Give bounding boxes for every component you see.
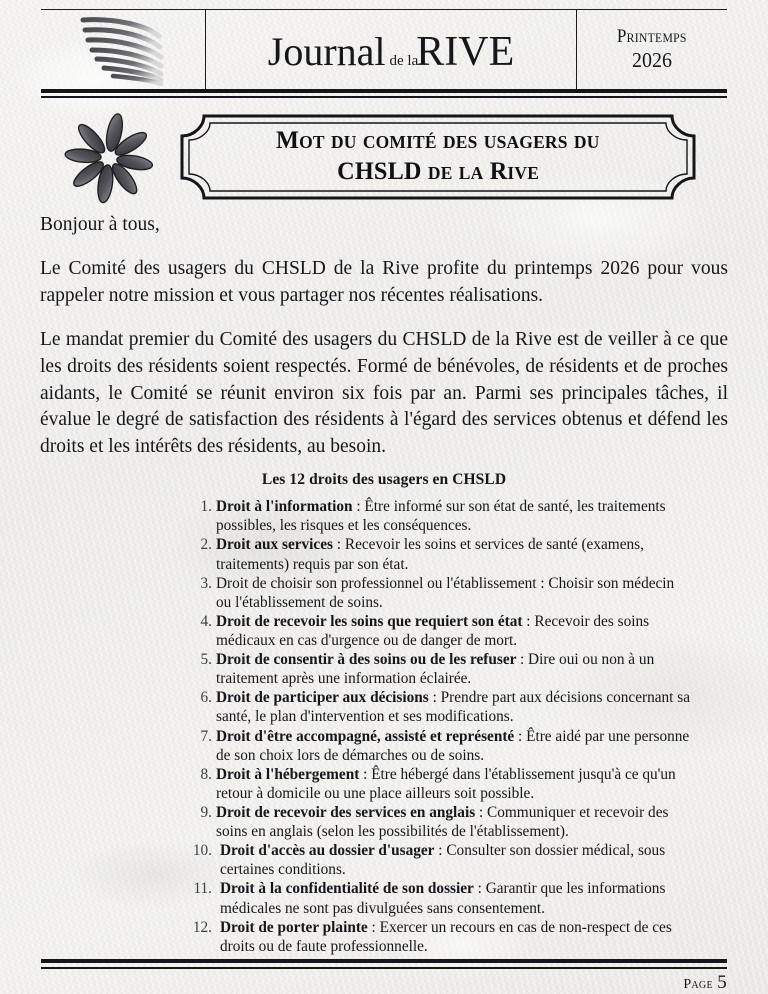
- journal-word: Journal: [267, 29, 386, 74]
- greeting-paragraph: Bonjour à tous,: [40, 214, 160, 235]
- rights-list-heading: Les 12 droits des usagers en CHSLD: [261, 471, 507, 489]
- masthead-rule-thick: [41, 89, 727, 93]
- rights-item-number: 11.: [193, 880, 212, 898]
- rights-item-number: 2.: [200, 536, 212, 554]
- rights-item-description: : Recevoir des soins médicaux en cas d'urgence ou de danger de mort.: [216, 612, 650, 650]
- rights-item-description: : Être hébergé dans l'établissement jusqu'à ce qu'un retour à domicile ou une place ailleurs soit possible.: [216, 765, 676, 802]
- issue-season: Printemps: [617, 26, 687, 48]
- rights-item-title: Droit de consentir à des soins ou de les refuser: [216, 651, 520, 669]
- rights-list-item: [190, 803, 690, 841]
- rights-item-number: 4.: [200, 612, 212, 630]
- rights-item-title: Droit d'accès au dossier d'usager: [220, 842, 435, 860]
- rights-item-description: : Recevoir les soins et services de santé (examens, traitements) requis par son état.: [216, 536, 644, 573]
- masthead-rule-thin: [41, 96, 727, 98]
- intro-paragraph: Le Comité des usagers du CHSLD de la Rive profite du printemps 2026 pour vous rappeler notre mission et vous partager nos récentes réalisations.: [40, 257, 728, 306]
- rights-item-title: Droit aux services: [216, 536, 333, 554]
- flower-ornament-icon: [57, 112, 161, 204]
- mandate-paragraph: Le mandat premier du Comité des usagers du CHSLD de la Rive est de veiller à ce que les droits des résidents soient respectés. Formé de bénévoles, de résidents et de proches aidants, le Comité se réunit environ six fois par an. Parmi ses principales tâches, il évalue le degré de satisfaction des résidents à l'égard des services obtenus et défend les droits et les intérêts des résidents, au besoin.: [40, 328, 728, 458]
- rights-item-title: Droit à l'hébergement: [216, 765, 360, 783]
- rights-item-number: 9.: [200, 804, 212, 821]
- rights-item-description: : Prendre part aux décisions concernant sa santé, le plan d'intervention et ses modifications.: [216, 689, 690, 726]
- rights-item-number: 7.: [200, 727, 212, 745]
- rights-item-title: Droit à la confidentialité de son dossier: [220, 880, 474, 898]
- article-body: [40, 212, 728, 956]
- rights-item-title: Droit de recevoir des services en anglais: [216, 804, 476, 821]
- rights-item-title: Droit de participer aux décisions: [216, 689, 429, 707]
- rights-item-description: : Exercer un recours en cas de non-respect de ces droits ou de faute professionnelle.: [220, 918, 672, 955]
- rights-list-item: [190, 841, 690, 879]
- masthead-date-cell: [577, 10, 727, 90]
- page-number-value: 5: [717, 972, 727, 993]
- rights-list-item: [190, 650, 690, 688]
- rights-list-item: [190, 688, 690, 726]
- rights-item-number: 6.: [200, 689, 212, 707]
- masthead-logo-cell: [41, 10, 206, 90]
- rights-item-number: 5.: [200, 651, 212, 669]
- rights-item-number: 1.: [200, 498, 212, 516]
- rights-item-number: 3.: [200, 574, 212, 592]
- rights-item-description: : Communiquer et recevoir des soins en anglais (selon les possibilités de l'établissement).: [216, 804, 669, 841]
- dela-word: de la: [389, 53, 419, 69]
- rights-list-item: [190, 497, 690, 535]
- rights-list-item: [190, 879, 690, 917]
- page-number-label: Page: [683, 977, 713, 992]
- footer-rule-thick: [41, 959, 727, 963]
- rights-list-item: [190, 727, 690, 765]
- rights-list-item: [190, 535, 690, 573]
- masthead: [41, 9, 727, 90]
- rights-item-title: Droit de recevoir les soins que requiert son état: [216, 612, 523, 630]
- rights-item-description: : Être informé sur son état de santé, les traitements possibles, les risques et les conséquences.: [216, 498, 666, 535]
- issue-year: 2026: [632, 48, 672, 73]
- rive-word: RIVE: [416, 29, 515, 75]
- rights-list: [190, 497, 690, 956]
- banner-title-line2: CHSLD de la Rive: [337, 158, 539, 185]
- fan-logo-icon: [77, 14, 169, 86]
- footer-rule-thin: [41, 967, 727, 969]
- rights-item-title: Droit de porter plainte: [220, 918, 368, 936]
- rights-list-item: [190, 765, 690, 803]
- rights-item-title: Droit à l'information: [216, 498, 353, 516]
- rights-list-item: [190, 612, 690, 650]
- rights-item-description: : Dire oui ou non à un traitement après une information éclairée.: [216, 651, 655, 688]
- rights-item-description: : Être aidé par une personne de son choix lors de démarches ou de soins.: [216, 727, 690, 764]
- rights-item-title: Droit d'être accompagné, assisté et représenté: [216, 727, 515, 745]
- rights-item-number: 8.: [200, 765, 212, 783]
- rights-item-number: 10.: [192, 842, 212, 860]
- page-number: [683, 972, 727, 994]
- rights-item-description: Droit de choisir son professionnel ou l'établissement : Choisir son médecin ou l'établissement de soins.: [216, 574, 675, 611]
- rights-item-number: 12.: [192, 918, 212, 936]
- banner-title-line1: Mot du comité des usagers du: [276, 127, 600, 154]
- masthead-title-cell: [206, 10, 577, 90]
- rights-item-description: : Garantir que les informations médicales ne sont pas divulguées sans consentement.: [220, 880, 666, 917]
- rights-list-item: [190, 574, 690, 612]
- section-title-banner: [180, 114, 696, 200]
- rights-item-description: : Consulter son dossier médical, sous certaines conditions.: [220, 842, 666, 879]
- rights-list-item: [190, 918, 690, 956]
